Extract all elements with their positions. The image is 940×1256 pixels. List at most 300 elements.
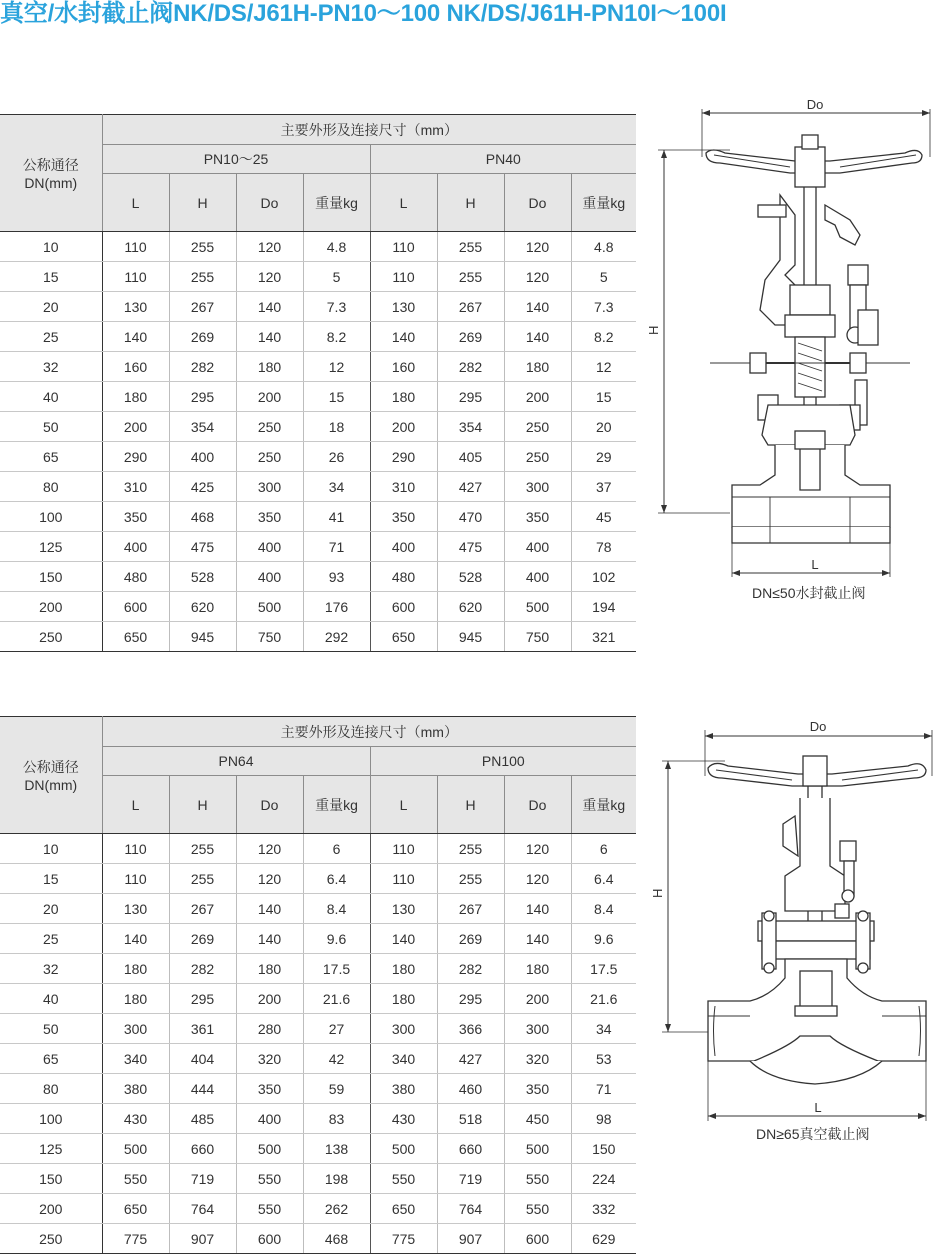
value-cell: 110	[102, 262, 169, 292]
value-cell: 500	[102, 1134, 169, 1164]
col-header: H	[169, 174, 236, 232]
value-cell: 400	[236, 532, 303, 562]
col-header: H	[437, 776, 504, 834]
value-cell: 198	[303, 1164, 370, 1194]
dn-cell: 250	[0, 1224, 102, 1254]
table-row	[0, 864, 636, 894]
drawing-caption-water-seal: DN≤50水封截止阀	[752, 585, 866, 601]
value-cell: 300	[504, 1014, 571, 1044]
value-cell: 528	[169, 562, 236, 592]
table-row	[0, 894, 636, 924]
value-cell: 719	[437, 1164, 504, 1194]
value-cell: 180	[370, 954, 437, 984]
value-cell: 180	[504, 954, 571, 984]
dn-cell: 25	[0, 322, 102, 352]
col-header: 重量kg	[303, 776, 370, 834]
value-cell: 180	[236, 954, 303, 984]
value-cell: 6	[303, 834, 370, 864]
value-cell: 250	[236, 442, 303, 472]
valve-drawing-water-seal	[646, 95, 940, 585]
value-cell: 550	[504, 1164, 571, 1194]
value-cell: 27	[303, 1014, 370, 1044]
value-cell: 102	[571, 562, 636, 592]
value-cell: 480	[102, 562, 169, 592]
table-row	[0, 562, 636, 592]
dn-cell: 50	[0, 412, 102, 442]
dn-cell: 32	[0, 352, 102, 382]
table-row	[0, 1164, 636, 1194]
value-cell: 620	[169, 592, 236, 622]
value-cell: 180	[370, 382, 437, 412]
value-cell: 180	[102, 984, 169, 1014]
value-cell: 140	[504, 322, 571, 352]
value-cell: 17.5	[571, 954, 636, 984]
dn-cell: 200	[0, 1194, 102, 1224]
value-cell: 321	[571, 622, 636, 652]
col-header: Do	[236, 174, 303, 232]
value-cell: 140	[504, 292, 571, 322]
dn-header: 公称通径 DN(mm)	[0, 115, 102, 232]
value-cell: 269	[169, 322, 236, 352]
value-cell: 350	[504, 502, 571, 532]
table-row	[0, 412, 636, 442]
value-cell: 295	[437, 382, 504, 412]
value-cell: 400	[504, 562, 571, 592]
dn-cell: 100	[0, 1104, 102, 1134]
value-cell: 528	[437, 562, 504, 592]
value-cell: 550	[504, 1194, 571, 1224]
value-cell: 120	[236, 262, 303, 292]
table-row	[0, 1014, 636, 1044]
value-cell: 764	[169, 1194, 236, 1224]
value-cell: 340	[102, 1044, 169, 1074]
dn-cell: 80	[0, 1074, 102, 1104]
value-cell: 194	[571, 592, 636, 622]
value-cell: 200	[102, 412, 169, 442]
value-cell: 53	[571, 1044, 636, 1074]
value-cell: 130	[102, 292, 169, 322]
value-cell: 83	[303, 1104, 370, 1134]
value-cell: 292	[303, 622, 370, 652]
value-cell: 200	[504, 382, 571, 412]
value-cell: 130	[370, 894, 437, 924]
value-cell: 120	[236, 834, 303, 864]
value-cell: 460	[437, 1074, 504, 1104]
value-cell: 295	[169, 382, 236, 412]
dn-cell: 15	[0, 262, 102, 292]
value-cell: 140	[504, 894, 571, 924]
value-cell: 255	[437, 262, 504, 292]
col-header: Do	[236, 776, 303, 834]
value-cell: 21.6	[571, 984, 636, 1014]
table-row	[0, 984, 636, 1014]
value-cell: 775	[370, 1224, 437, 1254]
value-cell: 295	[437, 984, 504, 1014]
value-cell: 282	[437, 352, 504, 382]
group-header-a: PN64	[102, 747, 370, 776]
dn-cell: 80	[0, 472, 102, 502]
value-cell: 8.2	[571, 322, 636, 352]
value-cell: 425	[169, 472, 236, 502]
value-cell: 475	[169, 532, 236, 562]
value-cell: 29	[571, 442, 636, 472]
value-cell: 650	[370, 622, 437, 652]
group-header-a: PN10～25	[102, 145, 370, 174]
dn-cell: 150	[0, 1164, 102, 1194]
dn-cell: 40	[0, 382, 102, 412]
value-cell: 620	[437, 592, 504, 622]
table-row	[0, 622, 636, 652]
dn-cell: 32	[0, 954, 102, 984]
value-cell: 255	[437, 864, 504, 894]
value-cell: 6	[571, 834, 636, 864]
value-cell: 468	[169, 502, 236, 532]
value-cell: 20	[571, 412, 636, 442]
dn-cell: 40	[0, 984, 102, 1014]
value-cell: 140	[504, 924, 571, 954]
value-cell: 500	[370, 1134, 437, 1164]
value-cell: 480	[370, 562, 437, 592]
value-cell: 470	[437, 502, 504, 532]
value-cell: 130	[370, 292, 437, 322]
value-cell: 7.3	[571, 292, 636, 322]
value-cell: 550	[370, 1164, 437, 1194]
value-cell: 550	[236, 1164, 303, 1194]
value-cell: 180	[102, 954, 169, 984]
value-cell: 110	[370, 834, 437, 864]
col-header: L	[370, 174, 437, 232]
value-cell: 500	[504, 592, 571, 622]
value-cell: 180	[504, 352, 571, 382]
value-cell: 110	[102, 864, 169, 894]
value-cell: 650	[102, 1194, 169, 1224]
value-cell: 120	[236, 864, 303, 894]
value-cell: 140	[236, 292, 303, 322]
value-cell: 17.5	[303, 954, 370, 984]
table-row	[0, 834, 636, 864]
value-cell: 255	[169, 262, 236, 292]
table-row	[0, 352, 636, 382]
value-cell: 660	[169, 1134, 236, 1164]
value-cell: 110	[102, 232, 169, 262]
dim-label-l: L	[814, 1100, 822, 1115]
table-row	[0, 292, 636, 322]
value-cell: 300	[236, 472, 303, 502]
dn-cell: 125	[0, 1134, 102, 1164]
value-cell: 78	[571, 532, 636, 562]
table-row	[0, 442, 636, 472]
table-row	[0, 382, 636, 412]
value-cell: 404	[169, 1044, 236, 1074]
value-cell: 600	[370, 592, 437, 622]
dim-label-h: H	[650, 888, 665, 898]
value-cell: 282	[437, 954, 504, 984]
value-cell: 405	[437, 442, 504, 472]
value-cell: 12	[303, 352, 370, 382]
value-cell: 468	[303, 1224, 370, 1254]
value-cell: 290	[102, 442, 169, 472]
value-cell: 400	[236, 1104, 303, 1134]
value-cell: 650	[370, 1194, 437, 1224]
value-cell: 255	[169, 834, 236, 864]
col-header: L	[102, 776, 169, 834]
value-cell: 354	[169, 412, 236, 442]
value-cell: 550	[102, 1164, 169, 1194]
value-cell: 400	[370, 532, 437, 562]
valve-drawing-vacuum	[650, 716, 940, 1136]
col-header: 重量kg	[571, 174, 636, 232]
value-cell: 224	[571, 1164, 636, 1194]
value-cell: 550	[236, 1194, 303, 1224]
value-cell: 200	[236, 382, 303, 412]
value-cell: 34	[571, 1014, 636, 1044]
value-cell: 354	[437, 412, 504, 442]
value-cell: 180	[102, 382, 169, 412]
value-cell: 140	[236, 322, 303, 352]
value-cell: 485	[169, 1104, 236, 1134]
dn-cell: 150	[0, 562, 102, 592]
value-cell: 750	[236, 622, 303, 652]
value-cell: 180	[370, 984, 437, 1014]
dn-cell: 20	[0, 894, 102, 924]
value-cell: 255	[169, 232, 236, 262]
value-cell: 427	[437, 1044, 504, 1074]
value-cell: 267	[437, 292, 504, 322]
value-cell: 176	[303, 592, 370, 622]
value-cell: 267	[169, 894, 236, 924]
value-cell: 150	[571, 1134, 636, 1164]
value-cell: 300	[370, 1014, 437, 1044]
value-cell: 350	[504, 1074, 571, 1104]
value-cell: 200	[504, 984, 571, 1014]
value-cell: 907	[437, 1224, 504, 1254]
value-cell: 660	[437, 1134, 504, 1164]
dn-cell: 10	[0, 232, 102, 262]
col-header: Do	[504, 776, 571, 834]
value-cell: 500	[236, 592, 303, 622]
value-cell: 160	[370, 352, 437, 382]
dn-cell: 200	[0, 592, 102, 622]
value-cell: 267	[169, 292, 236, 322]
table-row	[0, 1194, 636, 1224]
value-cell: 444	[169, 1074, 236, 1104]
value-cell: 41	[303, 502, 370, 532]
value-cell: 400	[504, 532, 571, 562]
dn-header: 公称通径 DN(mm)	[0, 717, 102, 834]
value-cell: 600	[504, 1224, 571, 1254]
value-cell: 366	[437, 1014, 504, 1044]
dim-label-l: L	[811, 557, 819, 572]
value-cell: 15	[571, 382, 636, 412]
value-cell: 332	[571, 1194, 636, 1224]
value-cell: 427	[437, 472, 504, 502]
value-cell: 310	[102, 472, 169, 502]
value-cell: 269	[437, 322, 504, 352]
dn-cell: 65	[0, 1044, 102, 1074]
value-cell: 59	[303, 1074, 370, 1104]
value-cell: 180	[236, 352, 303, 382]
table-row	[0, 1044, 636, 1074]
col-header: 重量kg	[571, 776, 636, 834]
value-cell: 255	[437, 834, 504, 864]
value-cell: 295	[169, 984, 236, 1014]
main-dimension-header: 主要外形及连接尺寸（mm）	[102, 115, 636, 145]
col-header: L	[102, 174, 169, 232]
dn-cell: 50	[0, 1014, 102, 1044]
value-cell: 140	[236, 894, 303, 924]
dim-label-do: Do	[806, 97, 824, 112]
value-cell: 34	[303, 472, 370, 502]
dn-cell: 10	[0, 834, 102, 864]
dn-cell: 125	[0, 532, 102, 562]
value-cell: 350	[236, 1074, 303, 1104]
value-cell: 21.6	[303, 984, 370, 1014]
value-cell: 350	[370, 502, 437, 532]
value-cell: 475	[437, 532, 504, 562]
dn-cell: 100	[0, 502, 102, 532]
value-cell: 26	[303, 442, 370, 472]
value-cell: 361	[169, 1014, 236, 1044]
spec-table-pn10-40	[0, 114, 636, 652]
main-dimension-header: 主要外形及连接尺寸（mm）	[102, 717, 636, 747]
value-cell: 719	[169, 1164, 236, 1194]
value-cell: 600	[102, 592, 169, 622]
value-cell: 140	[102, 322, 169, 352]
col-header: H	[437, 174, 504, 232]
spec-table-pn64-100	[0, 716, 636, 1254]
value-cell: 600	[236, 1224, 303, 1254]
value-cell: 37	[571, 472, 636, 502]
page-title: 真空/水封截止阀NK/DS/J61H-PN10～100 NK/DS/J61H-PN10I～100I	[0, 0, 727, 27]
value-cell: 320	[236, 1044, 303, 1074]
value-cell: 15	[303, 382, 370, 412]
value-cell: 500	[504, 1134, 571, 1164]
value-cell: 7.3	[303, 292, 370, 322]
table-row	[0, 532, 636, 562]
table-row	[0, 472, 636, 502]
value-cell: 160	[102, 352, 169, 382]
value-cell: 282	[169, 954, 236, 984]
value-cell: 120	[504, 834, 571, 864]
value-cell: 629	[571, 1224, 636, 1254]
group-header-b: PN100	[370, 747, 636, 776]
value-cell: 764	[437, 1194, 504, 1224]
value-cell: 18	[303, 412, 370, 442]
value-cell: 45	[571, 502, 636, 532]
value-cell: 98	[571, 1104, 636, 1134]
table-row	[0, 1134, 636, 1164]
value-cell: 140	[102, 924, 169, 954]
value-cell: 6.4	[303, 864, 370, 894]
dim-label-do: Do	[809, 719, 827, 734]
value-cell: 280	[236, 1014, 303, 1044]
value-cell: 350	[236, 502, 303, 532]
value-cell: 255	[437, 232, 504, 262]
value-cell: 9.6	[303, 924, 370, 954]
col-header: L	[370, 776, 437, 834]
value-cell: 110	[370, 232, 437, 262]
col-header: 重量kg	[303, 174, 370, 232]
value-cell: 110	[370, 864, 437, 894]
value-cell: 300	[102, 1014, 169, 1044]
value-cell: 4.8	[571, 232, 636, 262]
value-cell: 350	[102, 502, 169, 532]
value-cell: 430	[102, 1104, 169, 1134]
group-header-b: PN40	[370, 145, 636, 174]
value-cell: 71	[571, 1074, 636, 1104]
value-cell: 250	[236, 412, 303, 442]
value-cell: 907	[169, 1224, 236, 1254]
table-row	[0, 502, 636, 532]
table-row	[0, 1224, 636, 1254]
value-cell: 518	[437, 1104, 504, 1134]
value-cell: 945	[169, 622, 236, 652]
table-row	[0, 954, 636, 984]
value-cell: 380	[102, 1074, 169, 1104]
value-cell: 120	[504, 262, 571, 292]
value-cell: 255	[169, 864, 236, 894]
value-cell: 9.6	[571, 924, 636, 954]
value-cell: 269	[169, 924, 236, 954]
value-cell: 380	[370, 1074, 437, 1104]
value-cell: 5	[303, 262, 370, 292]
value-cell: 282	[169, 352, 236, 382]
value-cell: 300	[504, 472, 571, 502]
drawing-caption-vacuum: DN≥65真空截止阀	[756, 1126, 870, 1142]
value-cell: 310	[370, 472, 437, 502]
table-row	[0, 232, 636, 262]
value-cell: 650	[102, 622, 169, 652]
value-cell: 400	[102, 532, 169, 562]
value-cell: 138	[303, 1134, 370, 1164]
value-cell: 120	[504, 864, 571, 894]
value-cell: 8.2	[303, 322, 370, 352]
value-cell: 200	[370, 412, 437, 442]
value-cell: 140	[236, 924, 303, 954]
value-cell: 140	[370, 924, 437, 954]
value-cell: 120	[504, 232, 571, 262]
table-row	[0, 592, 636, 622]
value-cell: 450	[504, 1104, 571, 1134]
value-cell: 93	[303, 562, 370, 592]
dn-cell: 65	[0, 442, 102, 472]
col-header: H	[169, 776, 236, 834]
value-cell: 250	[504, 412, 571, 442]
value-cell: 71	[303, 532, 370, 562]
value-cell: 200	[236, 984, 303, 1014]
value-cell: 340	[370, 1044, 437, 1074]
dn-cell: 25	[0, 924, 102, 954]
table-row	[0, 322, 636, 352]
value-cell: 400	[236, 562, 303, 592]
dim-label-h: H	[646, 325, 661, 335]
table-row	[0, 1074, 636, 1104]
dn-cell: 20	[0, 292, 102, 322]
value-cell: 750	[504, 622, 571, 652]
value-cell: 6.4	[571, 864, 636, 894]
value-cell: 110	[370, 262, 437, 292]
table-row	[0, 262, 636, 292]
dn-cell: 15	[0, 864, 102, 894]
table-row	[0, 1104, 636, 1134]
value-cell: 120	[236, 232, 303, 262]
value-cell: 430	[370, 1104, 437, 1134]
value-cell: 12	[571, 352, 636, 382]
value-cell: 4.8	[303, 232, 370, 262]
value-cell: 8.4	[571, 894, 636, 924]
col-header: Do	[504, 174, 571, 232]
value-cell: 140	[370, 322, 437, 352]
